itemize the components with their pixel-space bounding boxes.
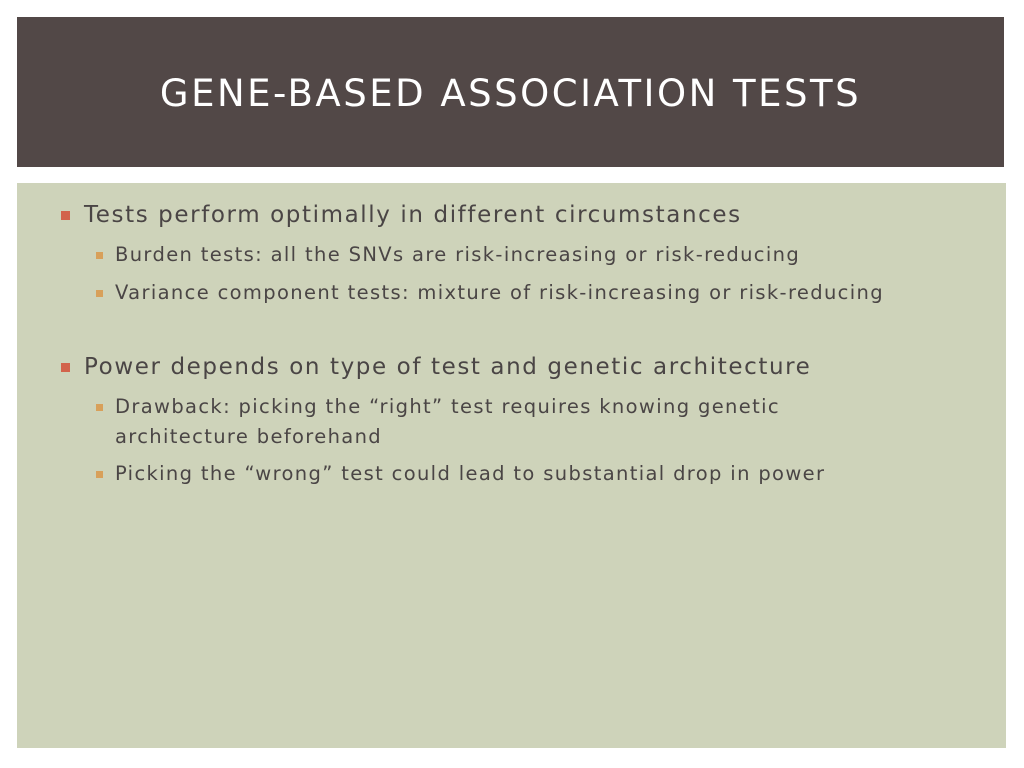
sub-bullet-item: [17, 278, 884, 308]
bullet-item: [17, 200, 1006, 230]
slide-title: GENE-BASED ASSOCIATION TESTS: [159, 71, 862, 115]
sub-bullet-text: Drawback: picking the “right” test requires knowing genetic architecture beforehand: [115, 395, 780, 448]
sub-bullet-item: [17, 240, 855, 270]
sub-bullet-text: Burden tests: all the SNVs are risk-increasing or risk-reducing: [115, 243, 801, 266]
title-bar: [17, 17, 1004, 167]
sub-bullet-text: Picking the “wrong” test could lead to substantial drop in power: [115, 462, 826, 485]
sub-bullet-item: [17, 459, 855, 489]
sub-bullet-item: [17, 392, 855, 452]
square-bullet-icon: [61, 363, 70, 372]
content-area: [17, 183, 1006, 748]
square-bullet-icon: [96, 252, 103, 259]
square-bullet-icon: [96, 290, 103, 297]
square-bullet-icon: [96, 404, 103, 411]
bullet-group: [17, 352, 1006, 485]
square-bullet-icon: [61, 211, 70, 220]
square-bullet-icon: [96, 471, 103, 478]
sub-bullet-text: Variance component tests: mixture of risk-increasing or risk-reducing: [115, 281, 884, 304]
bullet-group: [17, 200, 1006, 304]
bullet-text: Power depends on type of test and genetic architecture: [84, 354, 812, 380]
bullet-text: Tests perform optimally in different circumstances: [84, 202, 742, 228]
bullet-item: [17, 352, 1006, 382]
